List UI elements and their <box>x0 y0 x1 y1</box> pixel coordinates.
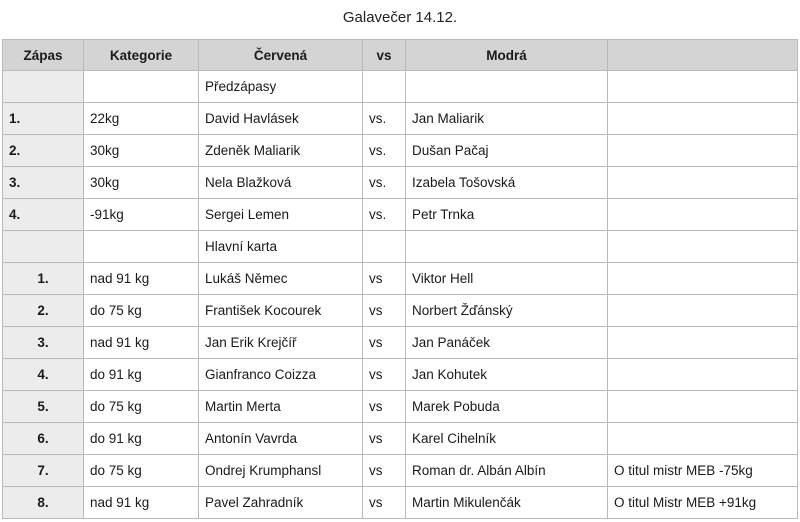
red-corner-fighter: Martin Merta <box>199 391 363 423</box>
bout-note <box>608 391 798 423</box>
vs-label: vs. <box>363 167 406 199</box>
bout-number: 6. <box>3 423 84 455</box>
bout-number: 1. <box>3 263 84 295</box>
table-cell <box>406 231 608 263</box>
blue-corner-fighter: Jan Panáček <box>406 327 608 359</box>
vs-label: vs <box>363 295 406 327</box>
table-cell <box>608 231 798 263</box>
bout-note <box>608 103 798 135</box>
blue-corner-fighter: Dušan Pačaj <box>406 135 608 167</box>
bout-number: 3. <box>3 327 84 359</box>
column-header-blue-corner: Modrá <box>406 40 608 71</box>
blue-corner-fighter: Petr Trnka <box>406 199 608 231</box>
weight-category: do 75 kg <box>84 455 199 487</box>
section-row-prelims <box>3 71 798 103</box>
bout-note: O titul mistr MEB -75kg <box>608 455 798 487</box>
vs-label: vs. <box>363 135 406 167</box>
table-cell <box>363 71 406 103</box>
bout-number: 4. <box>3 199 84 231</box>
header-row <box>3 40 798 71</box>
table-cell <box>3 71 84 103</box>
column-header-red-corner: Červená <box>199 40 363 71</box>
fight-card-table <box>2 39 798 519</box>
column-header-vs: vs <box>363 40 406 71</box>
weight-category: 22kg <box>84 103 199 135</box>
bout-note <box>608 167 798 199</box>
weight-category: do 91 kg <box>84 359 199 391</box>
vs-label: vs. <box>363 103 406 135</box>
blue-corner-fighter: Martin Mikulenčák <box>406 487 608 519</box>
vs-label: vs <box>363 359 406 391</box>
table-row <box>3 263 798 295</box>
column-header-category: Kategorie <box>84 40 199 71</box>
table-row <box>3 487 798 519</box>
table-row <box>3 199 798 231</box>
weight-category: nad 91 kg <box>84 487 199 519</box>
blue-corner-fighter: Izabela Tošovská <box>406 167 608 199</box>
bout-note: O titul Mistr MEB +91kg <box>608 487 798 519</box>
bout-note <box>608 199 798 231</box>
table-row <box>3 103 798 135</box>
red-corner-fighter: Pavel Zahradník <box>199 487 363 519</box>
blue-corner-fighter: Jan Maliarik <box>406 103 608 135</box>
bout-note <box>608 327 798 359</box>
weight-category: 30kg <box>84 167 199 199</box>
table-row <box>3 359 798 391</box>
bout-number: 7. <box>3 455 84 487</box>
bout-note <box>608 263 798 295</box>
red-corner-fighter: Zdeněk Maliarik <box>199 135 363 167</box>
bout-number: 2. <box>3 135 84 167</box>
red-corner-fighter: Nela Blažková <box>199 167 363 199</box>
table-cell <box>363 231 406 263</box>
vs-label: vs <box>363 327 406 359</box>
vs-label: vs <box>363 455 406 487</box>
red-corner-fighter: Lukáš Němec <box>199 263 363 295</box>
weight-category: nad 91 kg <box>84 327 199 359</box>
bout-number: 4. <box>3 359 84 391</box>
table-cell <box>608 71 798 103</box>
table-cell <box>3 231 84 263</box>
weight-category: -91kg <box>84 199 199 231</box>
weight-category: do 75 kg <box>84 295 199 327</box>
table-row <box>3 167 798 199</box>
blue-corner-fighter: Karel Cihelník <box>406 423 608 455</box>
red-corner-fighter: Jan Erik Krejčíř <box>199 327 363 359</box>
red-corner-fighter: František Kocourek <box>199 295 363 327</box>
bout-number: 8. <box>3 487 84 519</box>
bout-note <box>608 359 798 391</box>
section-label: Předzápasy <box>199 71 363 103</box>
red-corner-fighter: David Havlásek <box>199 103 363 135</box>
bout-number: 2. <box>3 295 84 327</box>
blue-corner-fighter: Norbert Žďánský <box>406 295 608 327</box>
table-row <box>3 135 798 167</box>
weight-category: do 75 kg <box>84 391 199 423</box>
table-row <box>3 295 798 327</box>
weight-category: do 91 kg <box>84 423 199 455</box>
bout-number: 5. <box>3 391 84 423</box>
bout-note <box>608 423 798 455</box>
blue-corner-fighter: Viktor Hell <box>406 263 608 295</box>
blue-corner-fighter: Roman dr. Albán Albín <box>406 455 608 487</box>
table-cell <box>406 71 608 103</box>
vs-label: vs. <box>363 199 406 231</box>
vs-label: vs <box>363 487 406 519</box>
red-corner-fighter: Sergei Lemen <box>199 199 363 231</box>
vs-label: vs <box>363 391 406 423</box>
section-row-main-card <box>3 231 798 263</box>
vs-label: vs <box>363 263 406 295</box>
table-row <box>3 327 798 359</box>
table-row <box>3 455 798 487</box>
table-cell <box>84 71 199 103</box>
bout-note <box>608 295 798 327</box>
blue-corner-fighter: Jan Kohutek <box>406 359 608 391</box>
page-title: Galavečer 14.12. <box>342 9 458 26</box>
blue-corner-fighter: Marek Pobuda <box>406 391 608 423</box>
table-row <box>3 423 798 455</box>
weight-category: 30kg <box>84 135 199 167</box>
column-header-note <box>608 40 798 71</box>
table-row <box>3 391 798 423</box>
vs-label: vs <box>363 423 406 455</box>
bout-note <box>608 135 798 167</box>
red-corner-fighter: Antonín Vavrda <box>199 423 363 455</box>
red-corner-fighter: Gianfranco Coizza <box>199 359 363 391</box>
bout-number: 3. <box>3 167 84 199</box>
section-label: Hlavní karta <box>199 231 363 263</box>
red-corner-fighter: Ondrej Krumphansl <box>199 455 363 487</box>
bout-number: 1. <box>3 103 84 135</box>
weight-category: nad 91 kg <box>84 263 199 295</box>
table-cell <box>84 231 199 263</box>
column-header-bout: Zápas <box>3 40 84 71</box>
